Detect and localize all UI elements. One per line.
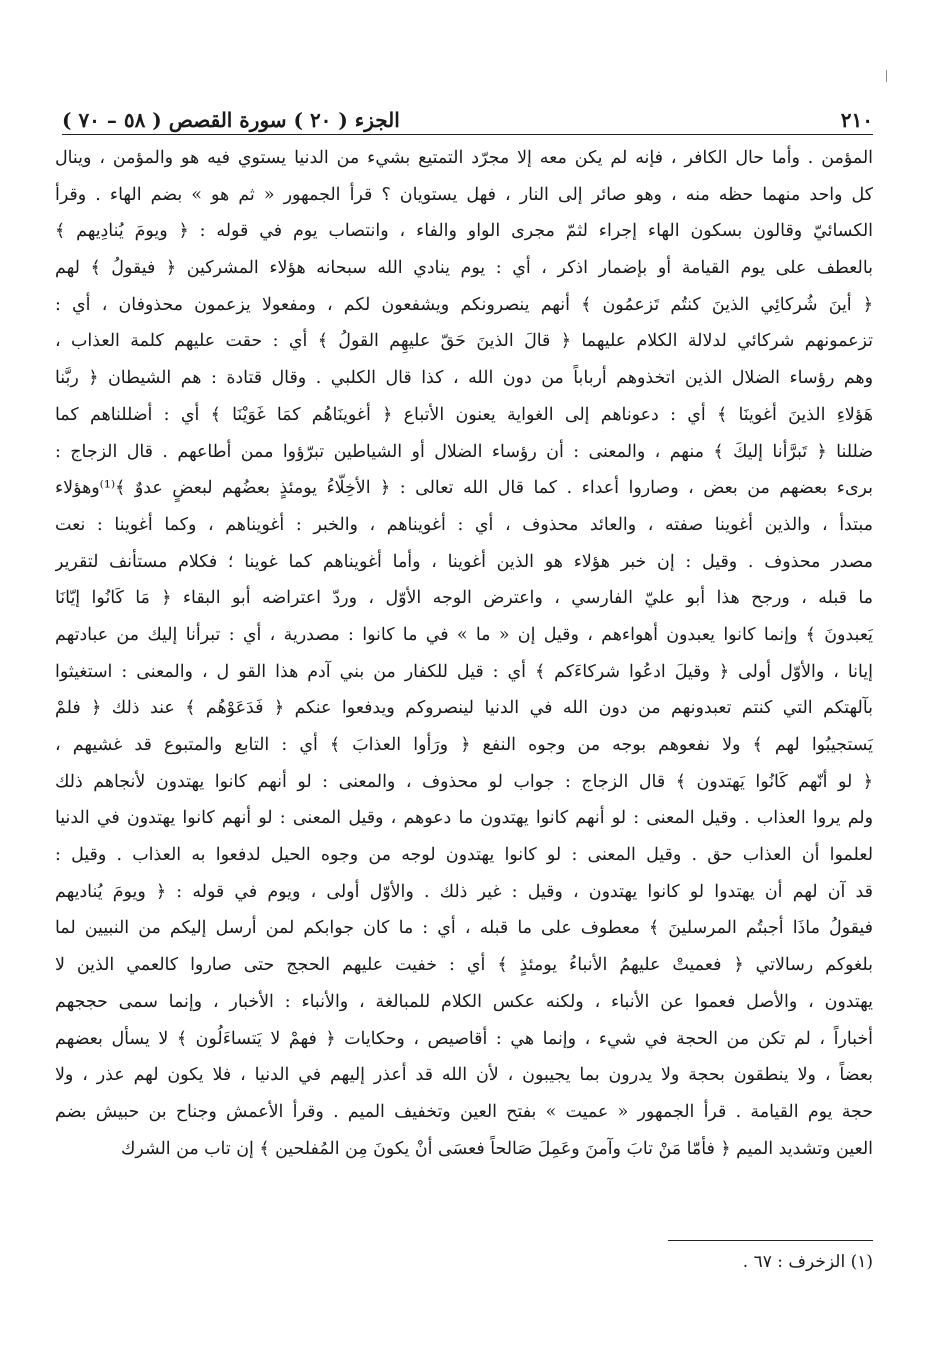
text-line: يَعبدونَ ﴾ وإنما كانوا يعبدون أهواءهم ، وقيل إن « ما » في ما كانوا : مصدرية ، أي : تبرأنا إليك من عبادتهم [55,624,873,645]
text-line: يَستجيبُوا لهم ﴾ ولا نفعوهم بوجه من وجوه النفع ﴿ ورَأوا العذابَ ﴾ أي : التابع والمتبوع قد غشيهم ، [55,735,873,755]
text-line: برىء بعضهم من بعض ، وصاروا أعداء . كما قال الله تعالى : ﴿ الأخِلّاءُ يومئذٍ بعضُهم لبعضٍ عدوٌ ﴾⁽¹⁾وهؤلاء [55,478,873,499]
text-line: تزعمونهم شركائي لدلالة الكلام عليهما ﴿ قالَ الذينَ حَقّ عليهِم القولُ ﴾ أي : حقت عليهم كلمة العذاب ، [55,331,873,352]
text-line: لعلموا أن العذاب حق . وقيل المعنى : لو كانوا يهتدون لوجه من وجوه الحيل لدفعوا به العذاب . وقيل : [55,845,873,866]
text-line: ﴿ لو أنّهم كَانُوا يَهتدون ﴾ قال الزجاج : جواب لو محذوف ، والمعنى : لو أنهم كانوا يهتدون لأنجاهم ذلك [55,771,873,792]
running-header [62,98,873,132]
text-line: العين وتشديد الميم ﴿ فأمّا مَنْ تابَ وآمنَ وعَمِلَ صَالحاً فعسَى أنْ يكونَ مِن المُفلحين ﴾ إن تاب من الشرك [121,1138,873,1159]
text-line: ما قبله ، ورجح هذا أبو عليّ الفارسي ، واعترض الوجه الأوّل ، وردّ اعتراضه أبو البقاء ﴿ مَا كَانُوا إيّانَا [55,588,873,609]
footnote: (١) الزخرف : ٦٧ . [742,1252,873,1272]
text-line: حجة يوم القيامة . قرأ الجمهور « عميت » بفتح العين وتخفيف الميم . وقرأ الأعمش وجناح بن حبيش بضم [55,1101,873,1122]
header-title: الجزء ( ٢٠ ) سورة القصص ( ٥٨ – ٧٠ ) [62,108,400,132]
text-line: ولم يروا العذاب . وقيل المعنى : لو أنهم كانوا يهتدون ما دعوهم ، وقيل المعنى : لو أنهم كانوا يهتدون في الدنيا [55,808,873,829]
text-line: بالعطف على يوم القيامة أو بإضمار اذكر ، أي : يوم ينادي الله سبحانه هؤلاء المشركين ﴿ فيقولُ ﴾ لهم [55,258,873,279]
text-line: إيانا ، والأوّل أولى ﴿ وقيلَ ادعُوا شركاءَكم ﴾ أي : قيل للكفار من بني آدم هذا القو ل ، والمعنى : استغيثوا [55,661,873,682]
text-line: ضللنا ﴿ تَبرَّأنا إليكَ ﴾ منهم ، والمعنى : أن رؤساء الضلال أو الشياطين تبرّؤوا ممن أطاعهم . قال الزجاج : [55,441,873,462]
text-line: بلغوكم رسالاتي ﴿ فعميتْ عليهمُ الأنباءُ يومئذٍ ﴾ أي : خفيت عليهم الحجج حتى صاروا كالعمي الذين لا [55,955,873,976]
text-line: المؤمن . وأما حال الكافر ، فإنه لم يكن معه إلا مجرّد التمتيع بشيء من الدنيا يستوي فيه هو والمؤمن ، وينال [55,148,873,168]
text-line: مصدر محذوف . وقيل : إن خبر هؤلاء هو الذين أغوينا ، وأما أغويناهم كما غوينا ؛ فكلام مستأنف لتقرير [55,551,873,572]
page-number: ٢١٠ [840,108,873,132]
text-line: مبتدأ ، والذين أغوينا صفته ، والعائد محذوف ، أي : أغويناهم ، والخبر : أغويناهم ، وكما أغوينا : نعت [55,514,873,535]
text-line: وهم رؤساء الضلال الذين اتخذوهم أرباباً من دون الله ، كذا قال الكلبي . وقال قتادة : هم الشيطان ﴿ ربَّنا [55,368,873,389]
body-text [55,140,873,1167]
text-line: قد آن لهم أن يهتدوا لو كانوا يهتدون ، وقيل : غير ذلك . والأوّل أولى ، ويوم في قوله : ﴿ ويومَ يُناديهم [55,881,873,902]
text-line: بعضاً ، ولا ينطقون بحجة ولا يدرون بما يجيبون ، لأن الله قد أعذر إليهم في الدنيا ، فلا يكون لهم عذر ، ولا [55,1065,873,1086]
footnote-rule [668,1240,873,1241]
page-edge-mark [886,70,887,82]
text-line: كل واحد منهما حظه منه ، وهو صائر إلى النار ، فهل يستويان ؟ قرأ الجمهور « ثم هو » بضم الهاء . وقرأ [55,184,873,205]
header-rule [62,134,873,135]
text-line: الكسائيّ وقالون بسكون الهاء إجراء لثمّ مجرى الواو والفاء ، وانتصاب يوم في قوله : ﴿ ويومَ يُنادِيهم ﴾ [55,221,873,242]
text-line: فيقولُ ماذَا أجبتُم المرسلينَ ﴾ معطوف على ما قبله ، أي : ما كان جوابكم لمن أرسل إليكم من النبيين لما [55,918,873,939]
text-line: يهتدون ، والأصل فعموا عن الأنباء ، ولكنه عكس الكلام للمبالغة ، والأنباء : الأخبار ، وإنما سمى حججهم [55,991,873,1012]
text-line: هَؤلاءِ الذينَ أغوينَا ﴾ أي : دعوناهم إلى الغواية يعنون الأتباع ﴿ أغوينَاهُم كمَا غَوَيْنَا ﴾ أي : أضللناهم كما [55,404,873,425]
text-line: ﴿ أينَ شُركائِي الذينَ كنتُم تَزعمُون ﴾ أنهم ينصرونكم ويشفعون لكم ، ومفعولا يزعمون محذوفان ، أي : [55,294,873,315]
text-line: بآلهتكم التي كنتم تعبدونهم من دون الله في الدنيا لينصروكم ويدفعوا عنكم ﴿ فَدَعَوْهُم ﴾ عند ذلك ﴿ فلمْ [55,698,873,719]
text-line: أخباراً ، لم تكن من الحجة في شيء ، وإنما هي : أقاصيص ، وحكايات ﴿ فهمْ لا يَتساءَلُون ﴾ لا يسأل بعضهم [55,1028,873,1049]
